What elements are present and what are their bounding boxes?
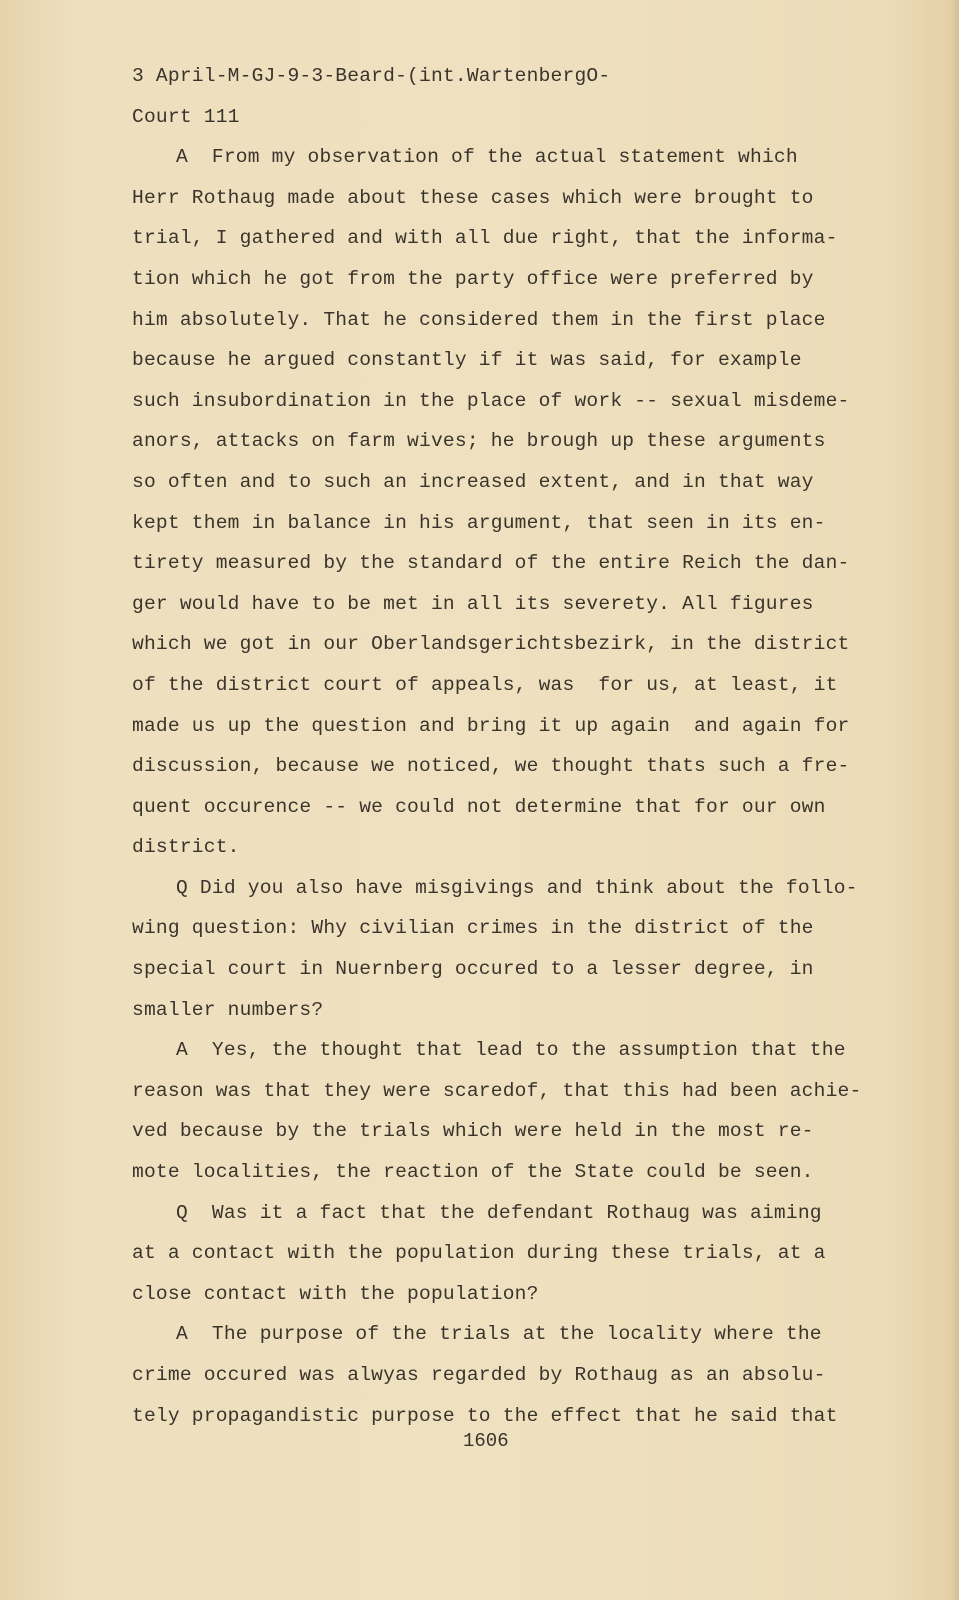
paper-edge: [951, 0, 959, 1600]
body-line: of the district court of appeals, was for us, at least, it: [132, 673, 838, 696]
body-line: because he argued constantly if it was said, for example: [132, 349, 802, 372]
body-line: smaller numbers?: [132, 998, 324, 1021]
body-line: ved because by the trials which were held in the most re-: [132, 1120, 814, 1143]
body-line: tion which he got from the party office were preferred by: [132, 267, 814, 290]
body-line: kept them in balance in his argument, that seen in its en-: [132, 511, 826, 534]
body-line: A From my observation of the actual statement which: [176, 146, 798, 169]
body-line: district.: [132, 836, 240, 859]
body-line: wing question: Why civilian crimes in the district of the: [132, 917, 814, 940]
body-line: special court in Nuernberg occured to a lesser degree, in: [132, 958, 814, 981]
body-line: mote localities, the reaction of the State could be seen.: [132, 1161, 814, 1184]
body-line: made us up the question and bring it up again and again for: [132, 714, 850, 737]
body-line: so often and to such an increased extent, and in that way: [132, 470, 814, 493]
body-line: tirety measured by the standard of the entire Reich the dan-: [132, 552, 850, 575]
page-number: 1606: [463, 1430, 509, 1452]
body-line: quent occurence -- we could not determine that for our own: [132, 795, 826, 818]
body-line: ger would have to be met in all its severety. All figures: [132, 592, 814, 615]
body-line: at a contact with the population during these trials, at a: [132, 1242, 826, 1265]
header-line: 3 April-M-GJ-9-3-Beard-(int.WartenbergO-: [132, 65, 611, 87]
body-line: tely propagandistic purpose to the effect that he said that: [132, 1404, 838, 1427]
body-line: crime occured was alwyas regarded by Rothaug as an absolu-: [132, 1364, 826, 1386]
body-line: A Yes, the thought that lead to the assumption that the: [176, 1039, 846, 1062]
body-line: him absolutely. That he considered them in the first place: [132, 308, 826, 331]
body-line: reason was that they were scaredof, that this had been achie-: [132, 1079, 862, 1102]
body-line: Herr Rothaug made about these cases which were brought to: [132, 186, 814, 209]
body-line: discussion, because we noticed, we thought thats such a fre-: [132, 755, 850, 778]
body-line: trial, I gathered and with all due right, that the informa-: [132, 227, 838, 250]
body-line: close contact with the population?: [132, 1282, 539, 1305]
body-line: Q Was it a fact that the defendant Rothaug was aiming: [176, 1201, 822, 1224]
body-line: A The purpose of the trials at the locality where the: [176, 1323, 822, 1346]
body-line: Q Did you also have misgivings and think about the follo-: [176, 876, 858, 899]
body-line: which we got in our Oberlandsgerichtsbezirk, in the district: [132, 633, 850, 656]
body-line: such insubordination in the place of work -- sexual misdeme-: [132, 389, 850, 412]
court-line: Court 111: [132, 105, 240, 128]
transcript-text: [132, 56, 892, 1436]
body-line: anors, attacks on farm wives; he brough up these arguments: [132, 430, 826, 453]
